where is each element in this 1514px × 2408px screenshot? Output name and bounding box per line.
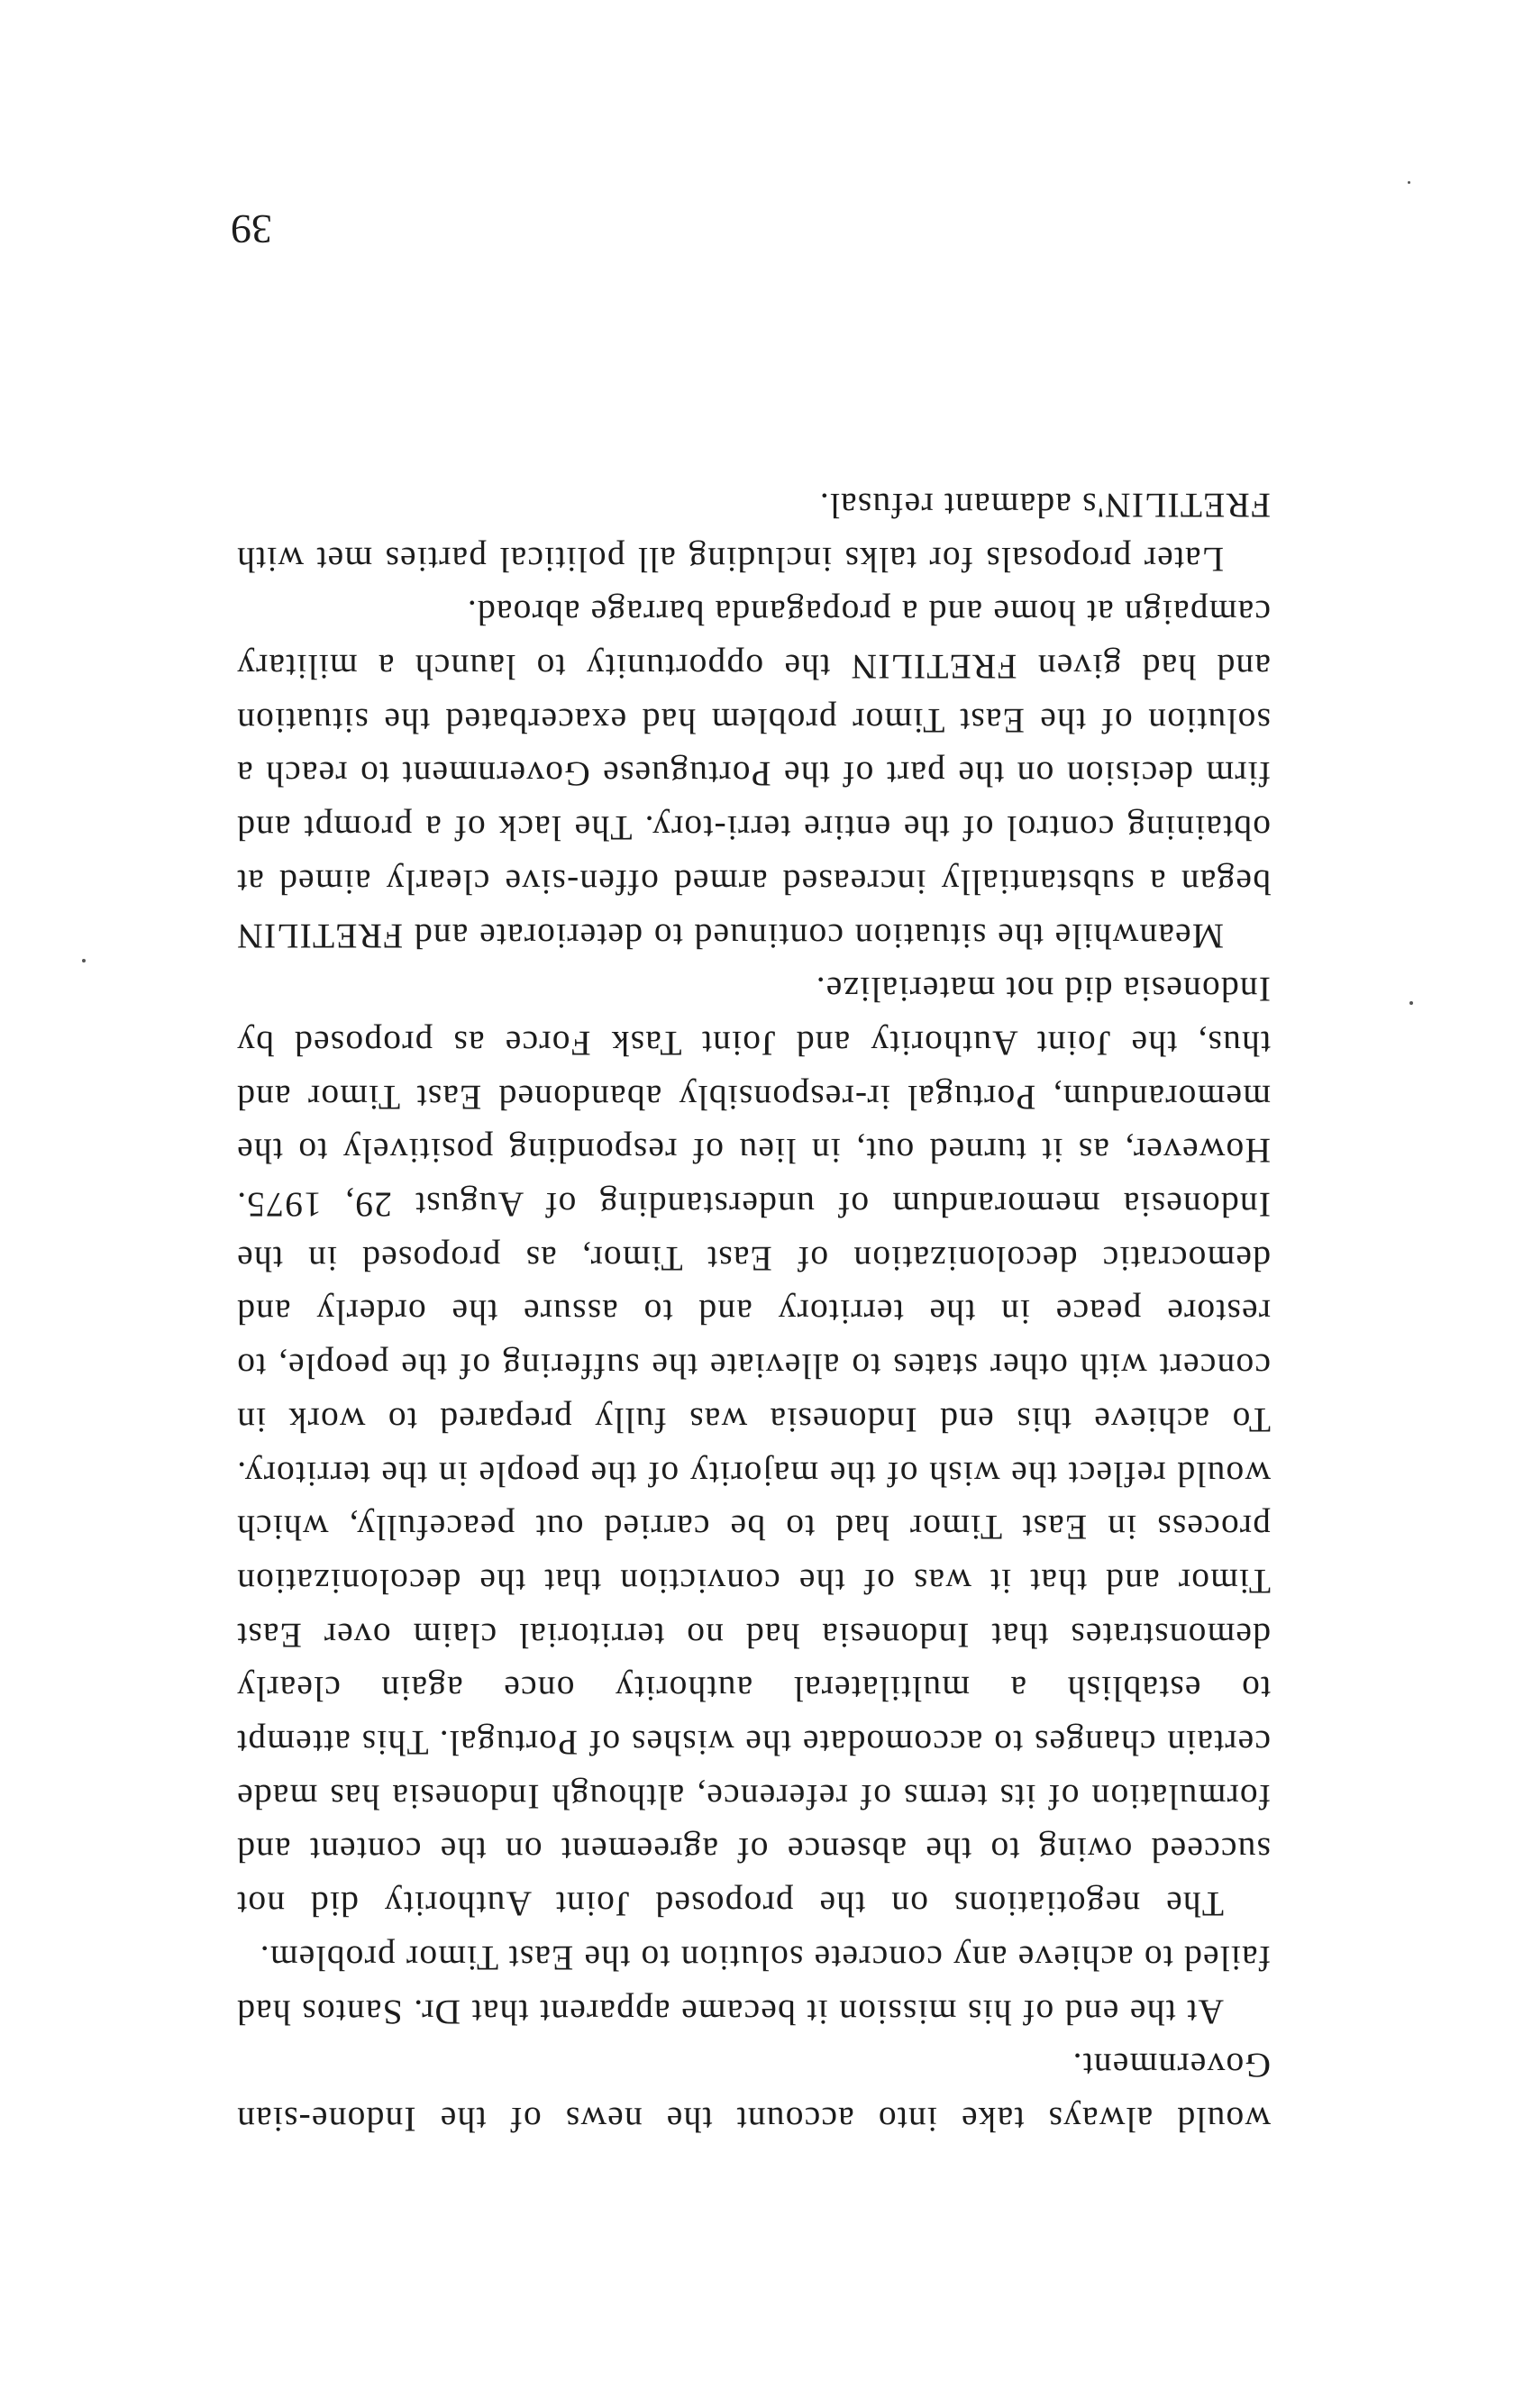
body-text <box>236 478 1271 2146</box>
page-number: 39 <box>231 206 272 252</box>
paragraph-5: Later proposals for talks including all political parties met with FRETILIN's adamant refusal. <box>236 485 1271 579</box>
scan-speck <box>1408 181 1410 184</box>
paragraph-1: would always take into account the news of the Indone-sian Government. <box>236 2046 1271 2139</box>
scan-speck <box>1409 1001 1413 1005</box>
paragraph-3: The negotiations on the proposed Joint Authority did not succeed owing to the absence of agreement on the content and formulation of its terms of reference, although Indonesia has made certain changes to accomodate the wishes of Portugal. This attempt to establish a multilateral authority once again clearly demonstrates that Indonesia had no territorial claim over East Timor and that it was of the conviction that the decolonization process in East Timor had to be carried out peacefully, which would reflect the wish of the majority of the people in the territory. To achieve this end Indonesia was fully prepared to work in concert with other states to alleviate the suffering of the people, to restore peace in the territory and to assure the orderly and democratic decolonization of East Timor, as proposed in the Indonesia memorandum of understanding of August 29, 1975. However, as it turned out, in lieu of responding positively to the memorandum, Portugal ir-responsibly abandoned East Timor and thus, the Joint Authority and Joint Task Force as proposed by Indonesia did not materialize. <box>236 970 1271 1925</box>
paragraph-2: At the end of his mission it became apparent that Dr. Santos had failed to achieve any concrete solution to the East Timor problem. <box>236 1938 1271 2032</box>
scan-speck <box>82 959 86 962</box>
paragraph-4: Meanwhile the situation continued to deteriorate and FRETILIN began a substantially increased armed offen-sive clearly aimed at obtaining control of the entire terri-tory. The lack of a prompt and firm decision on the part of the Portuguese Government to reach a solution of the East Timor problem had exacerbated the situation and had given FRETILIN the opportunity to launch a military campaign at home and a propaganda barrage abroad. <box>236 593 1271 956</box>
